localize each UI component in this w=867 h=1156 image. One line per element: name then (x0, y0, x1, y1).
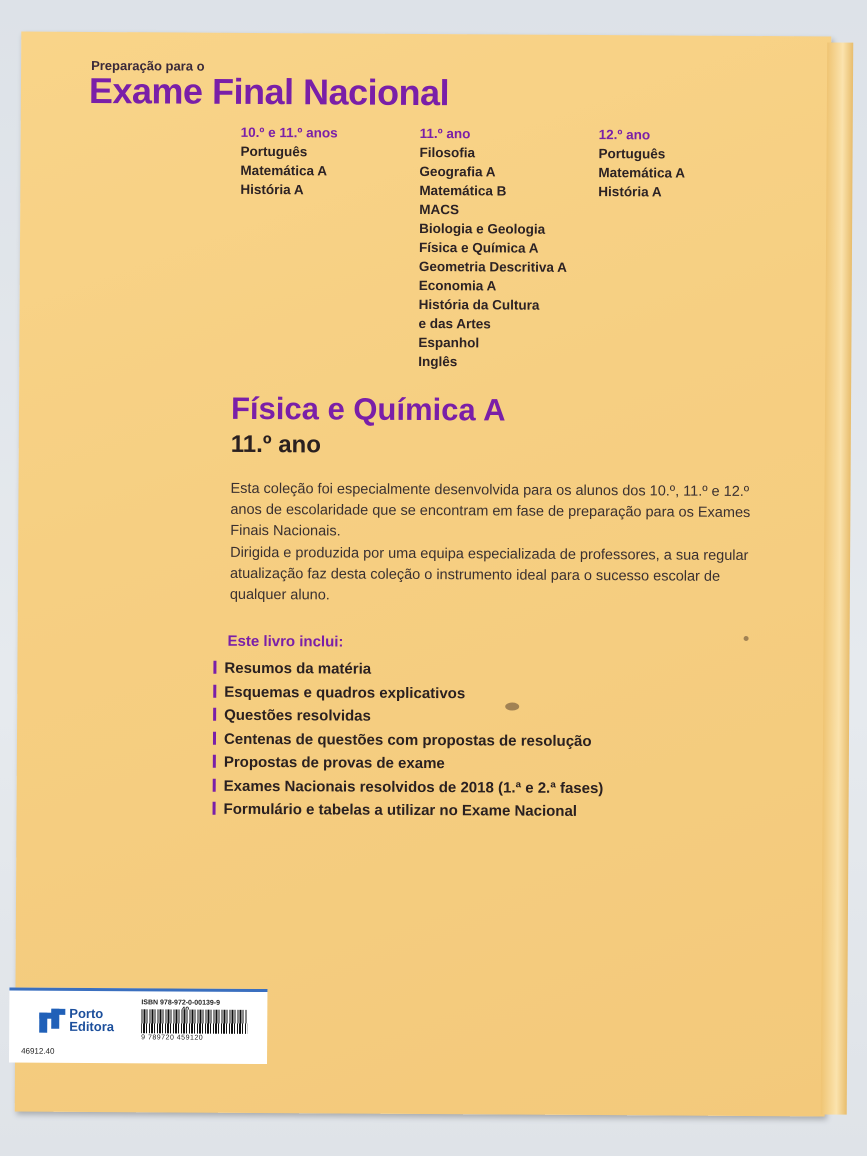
book-page-edge (821, 42, 854, 1114)
description-paragraph: Dirigida e produzida por uma equipa especializada de professores, a sua regular atualização faz desta coleção o instrumento ideal para o sucesso escolar de qualquer aluno. (229, 544, 749, 604)
list-item: Português (240, 143, 308, 160)
publisher-name (69, 1007, 114, 1033)
list-item: História A (598, 184, 662, 200)
list-item (213, 704, 604, 730)
book-back-cover (15, 32, 832, 1117)
list-item-label: Resumos da matéria (224, 659, 372, 678)
list-item (213, 774, 604, 800)
porto-editora-logo-icon (39, 1009, 65, 1033)
product-code: 46912.40 (21, 1046, 55, 1056)
bullet-bar-icon (213, 802, 216, 815)
publisher-name-line: Editora (69, 1018, 115, 1035)
list-item (212, 798, 603, 824)
publisher-barcode-label (9, 987, 267, 1064)
list-item-label: Esquemas e quadros explicativos (224, 683, 466, 702)
list-item: Espanhol (418, 334, 480, 351)
stain-mark (744, 636, 749, 641)
barcode-number: 9 789720 459120 (141, 1034, 204, 1042)
series-title: Exame Final Nacional (88, 69, 450, 114)
list-item-label: Formulário e tabelas a utilizar no Exame Nacional (223, 800, 578, 820)
bullet-bar-icon (213, 778, 216, 791)
book-year: 11.º ano (230, 430, 322, 459)
list-item: e das Artes (418, 315, 491, 332)
includes-list (212, 657, 604, 824)
includes-heading: Este livro inclui: (227, 632, 344, 651)
list-item: História da Cultura (418, 296, 540, 313)
bullet-bar-icon (213, 684, 216, 697)
list-item: Português (598, 146, 666, 162)
stain-mark (505, 703, 519, 711)
list-item: História A (240, 181, 304, 198)
list-item (213, 751, 604, 777)
book-subject-title: Física e Química A (230, 390, 506, 428)
isbn-value: ISBN 978-972-0-00139-9 (141, 999, 221, 1007)
subject-column-12 (598, 125, 685, 202)
list-item (213, 727, 604, 753)
list-item: Biologia e Geologia (419, 220, 546, 237)
bullet-bar-icon (213, 708, 216, 721)
publisher-name-line: Porto (69, 1005, 104, 1022)
list-item: Matemática B (419, 182, 507, 199)
description-paragraph: Esta coleção foi especialmente desenvolvida para os alunos dos 10.º, 11.º e 12.º anos de escolaridade que se encontram em fase de preparação para os Exames Finais Nacionais. (230, 480, 751, 540)
list-item: MACS (419, 201, 460, 218)
list-item: Física e Química A (418, 239, 539, 256)
list-item: Matemática A (598, 165, 686, 181)
list-item: Economia A (418, 277, 497, 294)
list-item: Geografia A (419, 163, 496, 180)
barcode-graphic (141, 1009, 247, 1034)
bullet-bar-icon (213, 731, 216, 744)
list-item: Matemática A (240, 162, 328, 179)
bullet-bar-icon (213, 755, 216, 768)
list-item-label: Exames Nacionais resolvidos de 2018 (1.ª e 2.ª fases) (223, 777, 604, 797)
list-item-label: Propostas de provas de exame (223, 753, 445, 773)
column-head: 10.º e 11.º anos (240, 124, 338, 141)
list-item (213, 680, 604, 706)
series-pretitle: Preparação para o (91, 57, 205, 74)
bullet-bar-icon (213, 661, 216, 674)
list-item-label: Questões resolvidas (224, 706, 371, 725)
column-head: 12.º ano (598, 127, 651, 143)
list-item-label: Centenas de questões com propostas de resolução (223, 730, 592, 750)
column-head: 11.º ano (419, 125, 471, 142)
list-item: Filosofia (419, 144, 476, 161)
list-item (213, 657, 604, 683)
subject-column-11 (418, 124, 568, 372)
subject-column-10-11 (240, 123, 337, 200)
list-item: Geometria Descritiva A (418, 258, 567, 275)
list-item: Inglês (418, 353, 458, 370)
